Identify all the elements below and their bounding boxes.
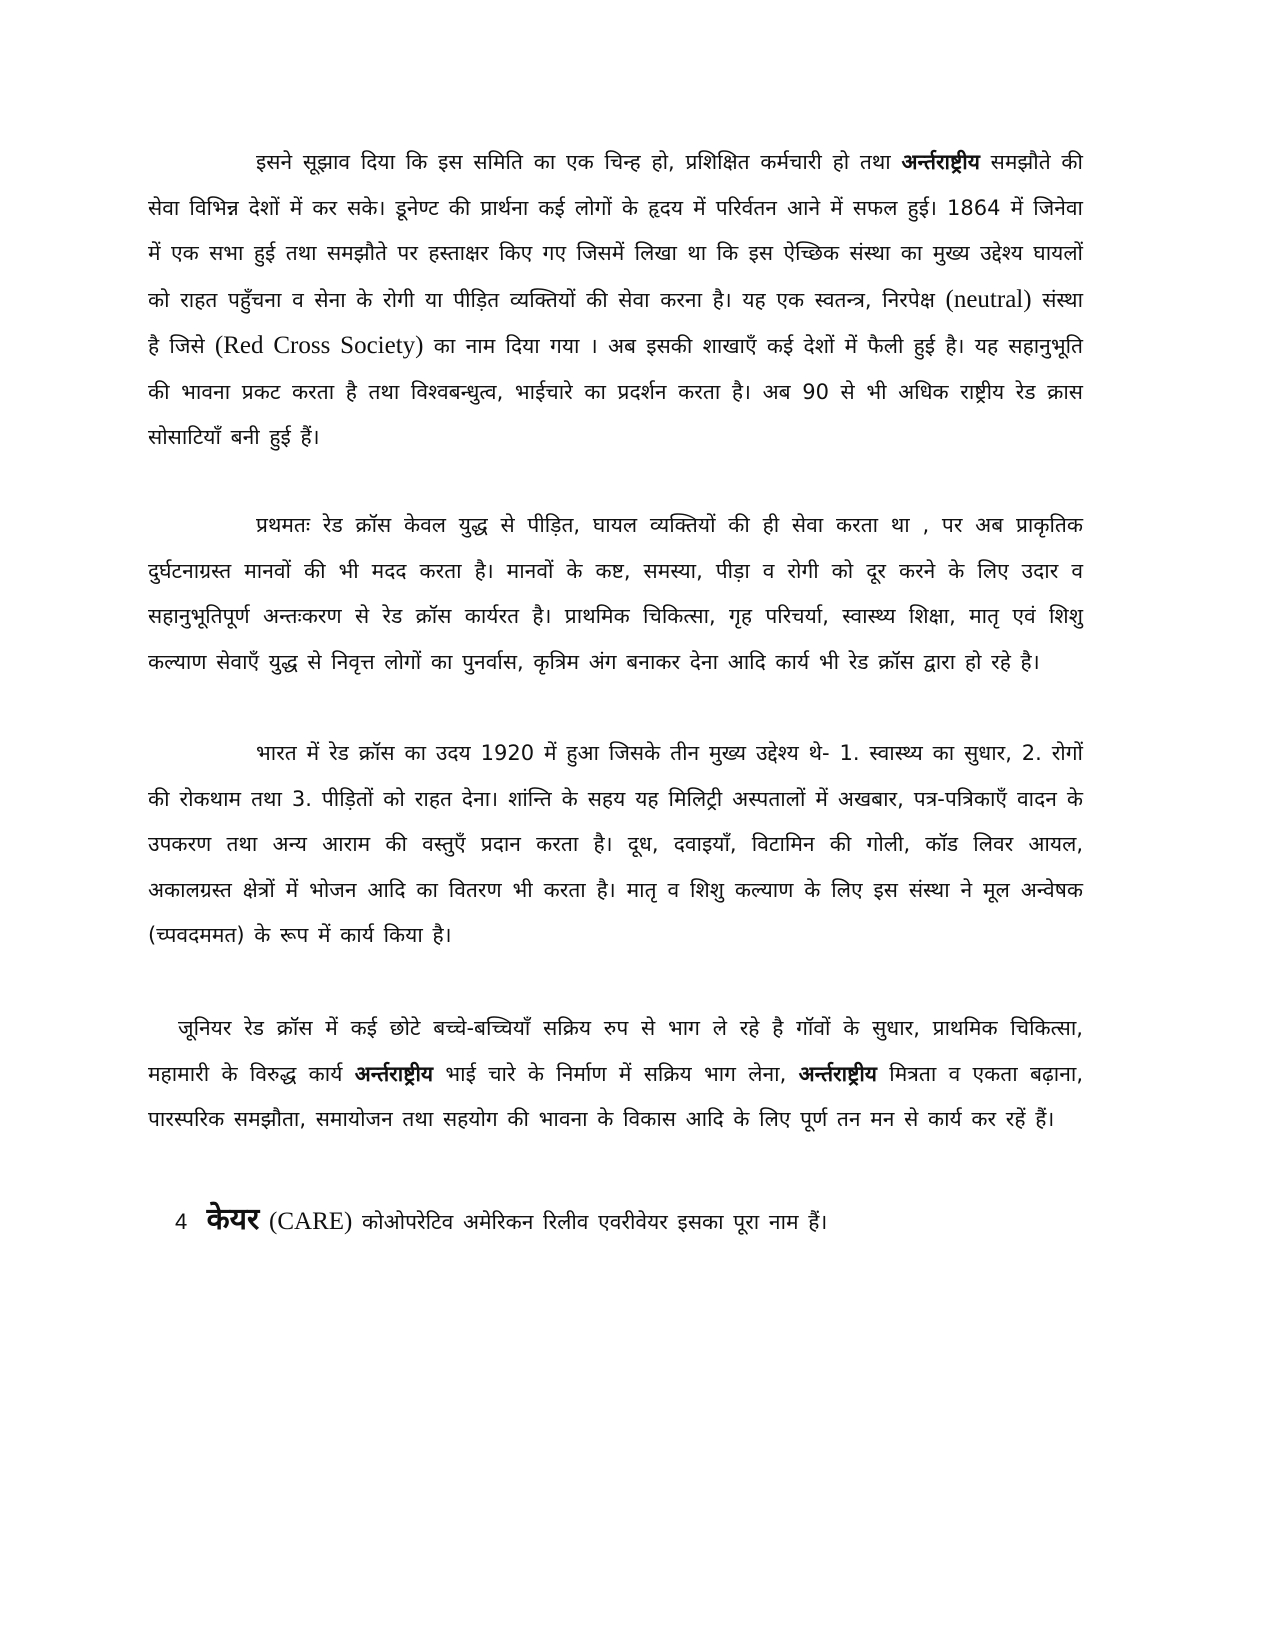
section-abbreviation: (CARE) [269, 1208, 353, 1235]
section-number: 4 [175, 1209, 188, 1234]
bold-term: अर्न्तराष्ट्रीय [901, 150, 980, 174]
paragraph-text: इसने सूझाव दिया कि इस समिति का एक चिन्ह हो, प्रशिक्षित कर्मचारी हो तथा [256, 150, 902, 174]
latin-term: (neutral) [945, 285, 1032, 313]
latin-term: (Red Cross Society) [214, 332, 424, 359]
section-text: कोओपरेटिव अमेरिकन रिलीव एवरीवेयर इसका पूरा नाम हैं। [352, 1210, 828, 1234]
paragraph-text: भाई चारे के निर्माण में सक्रिय भाग लेना, [433, 1061, 799, 1086]
paragraph-text: जूनियर रेड क्रॉस में कई छोटे बच्चे-बच्चियाँ सक्रिय रुप से भाग ले रहे है गॉवों के सुधार, प्राथमिक चिकित्सा, महामारी के विरुद्ध कार्य [148, 1016, 1083, 1086]
section-title: केयर [206, 1202, 260, 1237]
paragraph-text: प्रथमतः रेड क्रॉस केवल युद्ध से पीड़ित, घायल व्यक्तियों की ही सेवा करता था , पर अब प्राकृतिक दुर्घटनाग्रस्त मानवों की भी मदद करता है। मानवों के कष्ट, समस्या, पीड़ा व रोगी को दूर करने के लिए उदार व सहानुभूतिपूर्ण अन्तःकरण से रेड क्रॉस कार्यरत है। प्राथमिक चिकित्सा, गृह परिचर्या, स्वास्थ्य शिक्षा, मातृ एवं शिशु कल्याण सेवाएँ युद्ध से निवृत्त लोगों का पुनर्वास, कृत्रिम अंग बनाकर देना आदि कार्य भी रेड क्रॉस द्वारा हो रहे है। [148, 513, 1083, 674]
bold-term: अर्न्तराष्ट्रीय [354, 1061, 434, 1086]
section-heading-care [175, 1197, 1055, 1246]
paragraph-text: समझौते की सेवा विभिन्न देशों में कर सके। डूनेण्ट की प्रार्थना कई लोगों के हृदय में परिर्वतन आने में सफल हुई। 1864 में जिनेवा में एक सभा हुई तथा समझौते पर हस्ताक्षर किए गए जिसमें लिखा था कि इस ऐच्छिक संस्था का मुख्य उद्देश्य घायलों को राहत पहुँचना व सेना के रोगी या पीड़ित व्यक्तियों की सेवा करना है। यह एक स्वतन्त्र, निरपेक्ष [148, 150, 1083, 312]
paragraph-red-cross-services [148, 503, 1083, 685]
paragraph-junior-red-cross [148, 1006, 1083, 1143]
paragraph-red-cross-india [148, 731, 1083, 959]
bold-term: अर्न्तराष्ट्रीय [798, 1061, 877, 1086]
paragraph-text: संस्था है जिसे [148, 287, 1084, 358]
paragraph-text: का नाम दिया गया । अब इसकी शाखाएँ कई देशों में फैली हुई है। यह सहानुभूति की भावना प्रकट करता है तथा विश्वबन्धुत्व, भाईचारे का प्रदर्शन करता है। अब 90 से भी अधिक राष्ट्रीय रेड क्रास सोसाटियाँ बनी हुई हैं। [148, 334, 1083, 449]
paragraph-red-cross-origin [148, 140, 1083, 461]
paragraph-text: भारत में रेड क्रॉस का उदय 1920 में हुआ जिसके तीन मुख्य उद्देश्य थे- 1. स्वास्थ्य का सुधार, 2. रोगों की रोकथाम तथा 3. पीड़ितों को राहत देना। शांन्ति के सहय यह मिलिट्री अस्पतालों में अखबार, पत्र-पत्रिकाएँ वादन के उपकरण तथा अन्य आराम की वस्तुएँ प्रदान करता है। दूध, दवाइयाँ, विटामिन की गोली, कॉड लिवर आयल, अकालग्रस्त क्षेत्रों में भोजन आदि का वितरण भी करता है। मातृ व शिशु कल्याण के लिए इस संस्था ने मूल अन्वेषक (च्पवदममत) के रूप में कार्य किया है। [148, 741, 1083, 947]
paragraph-text: मित्रता व एकता बढ़ाना, पारस्परिक समझौता, समायोजन तथा सहयोग की भावना के विकास आदि के लिए पूर्ण तन मन से कार्य कर रहें हैं। [148, 1061, 1084, 1131]
